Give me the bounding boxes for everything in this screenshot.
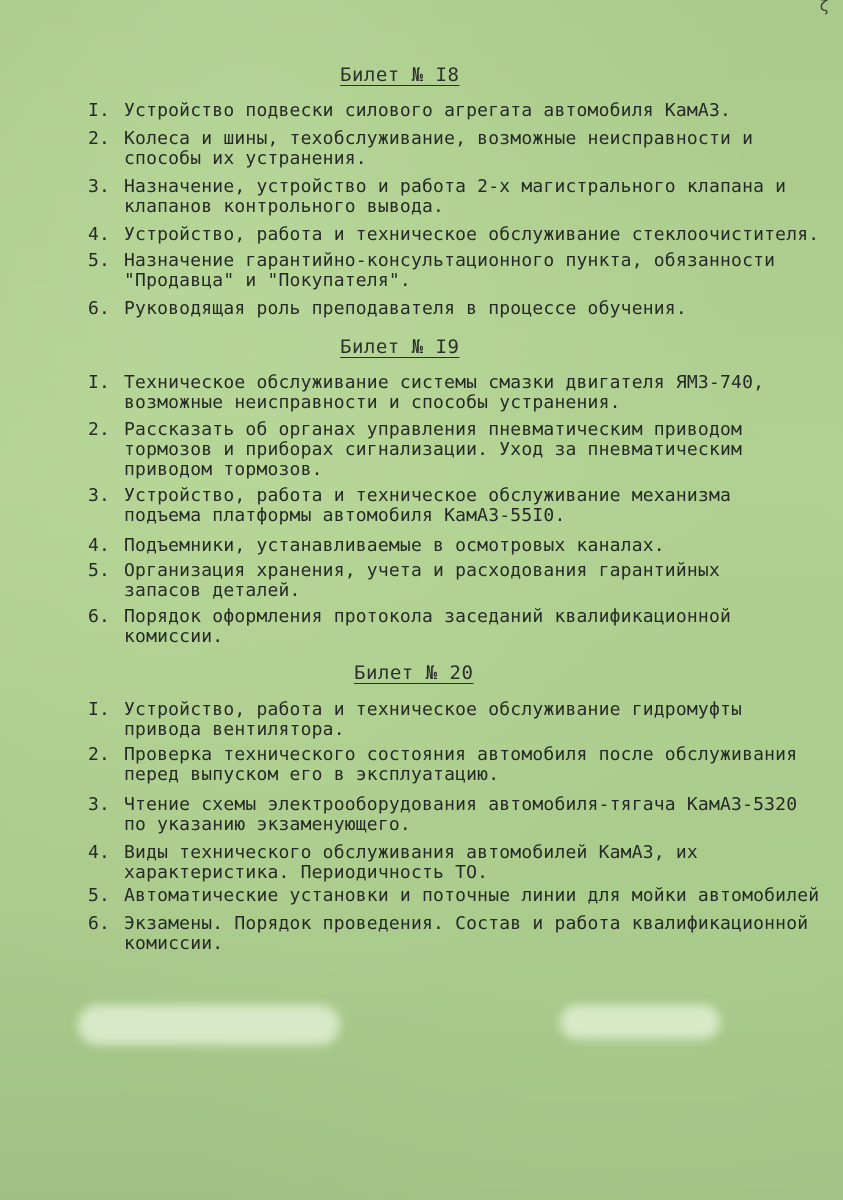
item-text: Назначение, устройство и работа 2-х магистрального клапана и клапанов контрольного вывода. — [124, 176, 787, 217]
ticket-18-item-5 — [88, 251, 843, 291]
item-number: 4. — [88, 224, 111, 245]
item-number: I. — [88, 372, 111, 393]
item-number: 4. — [88, 842, 111, 863]
corner-mark: ζ — [819, 0, 829, 15]
item-text: Устройство, работа и техническое обслуживание механизма подъема платформы автомобиля КамАЗ-55I0. — [124, 485, 732, 526]
ticket-18-item-6 — [88, 299, 843, 319]
item-number: I. — [88, 699, 111, 720]
item-number: 3. — [88, 176, 111, 197]
item-text: Устройство, работа и техническое обслуживание гидромуфты привода вентилятора. — [124, 699, 743, 740]
ticket-20-item-5 — [88, 886, 843, 906]
ticket-18-title: Билет № I8 — [340, 64, 460, 86]
ticket-19-item-2 — [88, 420, 843, 480]
ticket-18-item-3 — [88, 177, 843, 217]
item-number: 5. — [88, 560, 111, 581]
item-text: Чтение схемы электрооборудования автомобиля-тягача КамАЗ-5320 по указанию экзаменующего. — [124, 794, 798, 835]
item-text: Экзамены. Порядок проведения. Состав и работа квалификационной комиссии. — [124, 913, 809, 954]
ticket-20-item-3 — [88, 795, 843, 835]
item-text: Техническое обслуживание системы смазки двигателя ЯМЗ-740, возможные неисправности и способы устранения. — [124, 372, 765, 413]
ticket-18-item-4 — [88, 225, 843, 245]
item-number: 3. — [88, 485, 111, 506]
erased-area-left — [78, 1005, 340, 1045]
item-text: Устройство, работа и техническое обслуживание стеклоочистителя. — [124, 224, 820, 245]
item-text: Назначение гарантийно-консультационного пункта, обязанности "Продавца" и "Покупателя". — [124, 250, 776, 291]
item-text: Устройство подвески силового агрегата автомобиля КамАЗ. — [124, 100, 732, 121]
ticket-20-item-4 — [88, 843, 843, 883]
ticket-20-item-1 — [88, 700, 843, 740]
ticket-19-item-1 — [88, 373, 843, 413]
ticket-19-item-5 — [88, 561, 843, 601]
item-text: Колеса и шины, техобслуживание, возможные неисправности и способы их устранения. — [124, 128, 754, 169]
ticket-20-item-2 — [88, 745, 843, 785]
item-text: Подъемники, устанавливаемые в осмотровых каналах. — [124, 535, 665, 556]
item-number: 2. — [88, 128, 111, 149]
ticket-19-title: Билет № I9 — [340, 336, 460, 358]
item-text: Рассказать об органах управления пневматическим приводом тормозов и приборах сигнализации. Уход за пневматическим приводом тормозов. — [124, 419, 743, 480]
ticket-20-title: Билет № 20 — [354, 662, 474, 684]
item-number: 6. — [88, 298, 111, 319]
erased-area-right — [560, 1005, 720, 1039]
item-number: 3. — [88, 794, 111, 815]
item-text: Руководящая роль преподавателя в процессе обучения. — [124, 298, 687, 319]
item-number: 2. — [88, 419, 111, 440]
ticket-18-item-1 — [88, 101, 843, 121]
ticket-20-item-6 — [88, 914, 843, 954]
item-text: Организация хранения, учета и расходования гарантийных запасов деталей. — [124, 560, 720, 601]
item-text: Виды технического обслуживания автомобилей КамАЗ, их характеристика. Периодичность ТО. — [124, 842, 698, 883]
ticket-19-item-6 — [88, 607, 843, 647]
item-text: Автоматические установки и поточные линии для мойки автомобилей — [124, 885, 820, 906]
item-number: 4. — [88, 535, 111, 556]
item-number: I. — [88, 100, 111, 121]
ticket-18-item-2 — [88, 129, 843, 169]
item-text: Порядок оформления протокола заседаний квалификационной комиссии. — [124, 606, 732, 647]
item-number: 5. — [88, 250, 111, 271]
item-number: 6. — [88, 913, 111, 934]
ticket-19-item-4 — [88, 536, 843, 556]
item-text: Проверка технического состояния автомобиля после обслуживания перед выпуском его в эксплуатацию. — [124, 744, 798, 785]
item-number: 5. — [88, 885, 111, 906]
item-number: 6. — [88, 606, 111, 627]
item-number: 2. — [88, 744, 111, 765]
ticket-19-item-3 — [88, 486, 843, 526]
